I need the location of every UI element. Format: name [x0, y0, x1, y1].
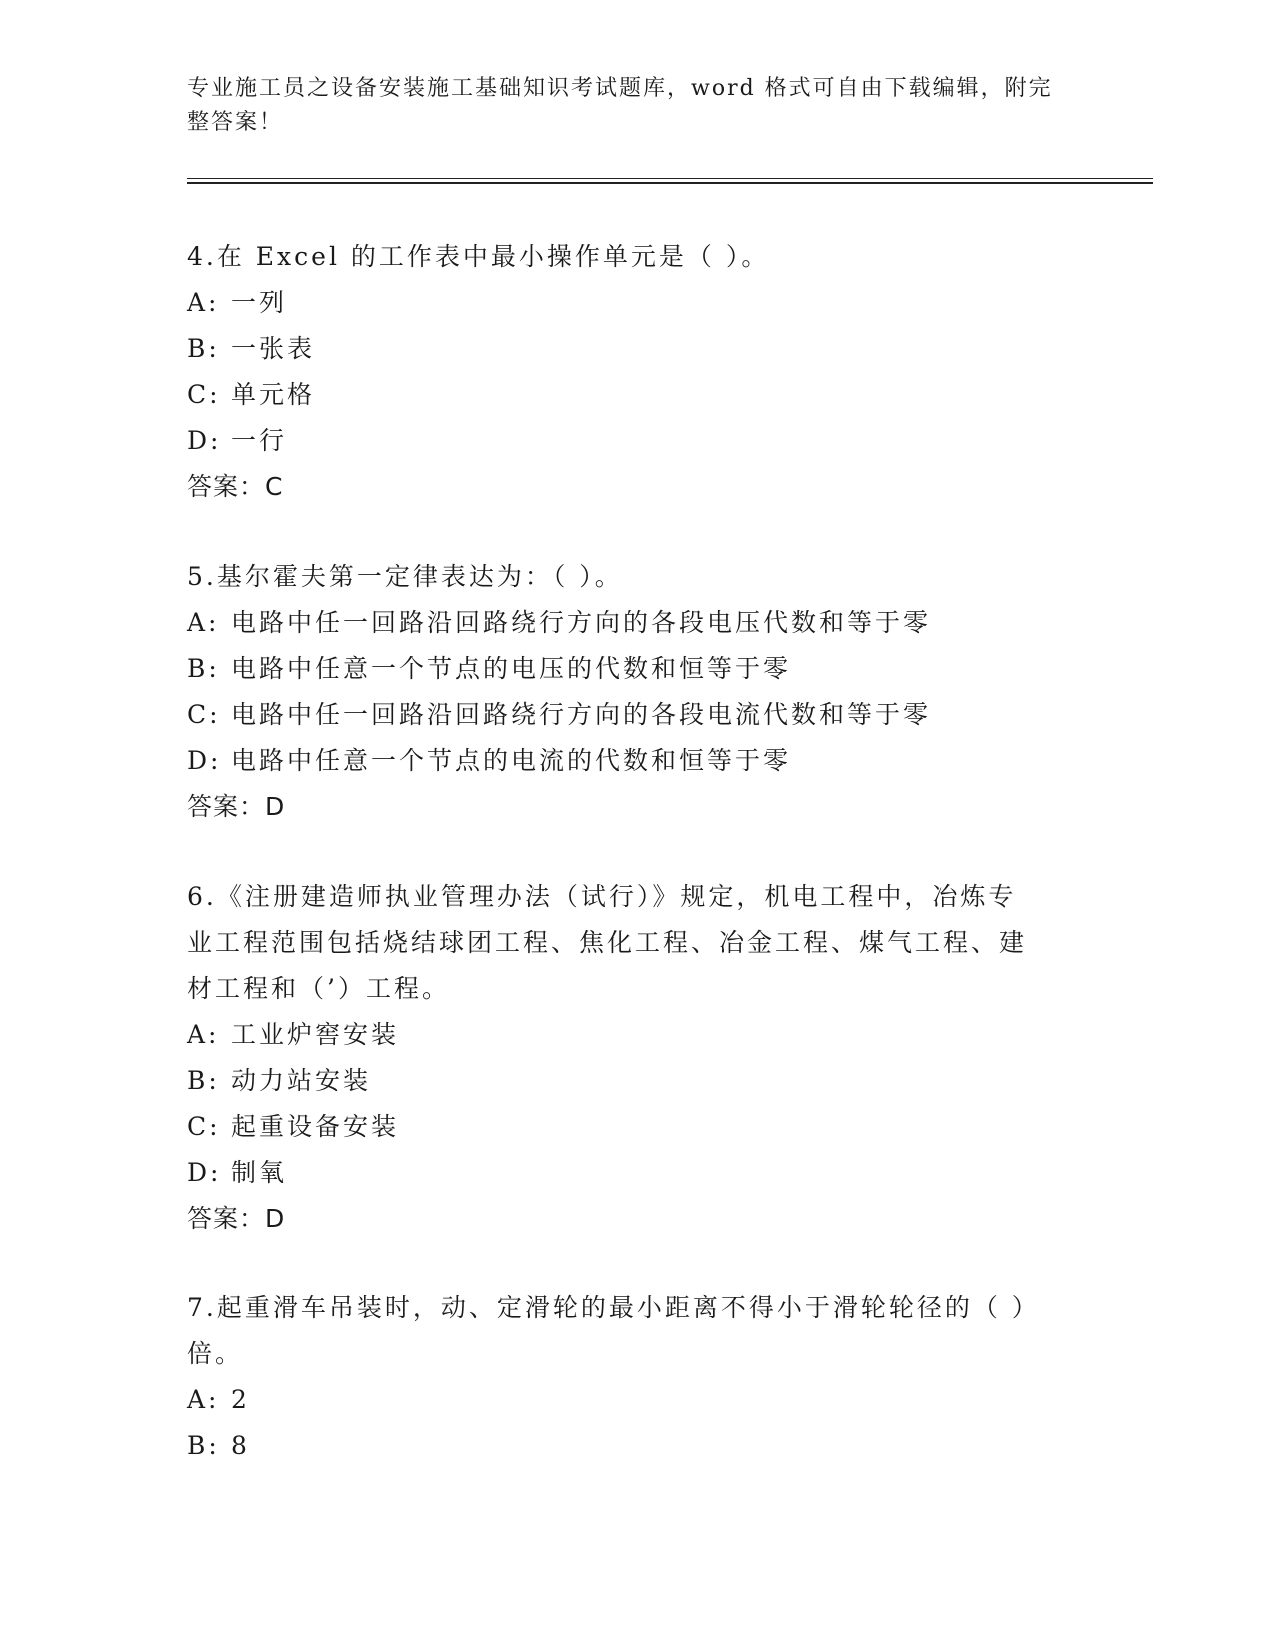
question-5	[187, 554, 1067, 830]
option-text: 一行	[231, 426, 288, 455]
header-line-2: 整答案！	[187, 110, 284, 135]
option-b	[187, 326, 1067, 372]
option-letter: A:	[187, 608, 220, 637]
option-c	[187, 1104, 1067, 1150]
option-letter: C:	[187, 1112, 221, 1141]
option-letter: B:	[187, 1066, 220, 1095]
option-a	[187, 1012, 1067, 1058]
option-letter: D:	[187, 426, 222, 455]
document-header	[187, 72, 1067, 140]
option-text: 2	[231, 1385, 250, 1414]
option-a	[187, 280, 1067, 326]
answer-line: 答案：C	[187, 472, 284, 501]
option-text: 电路中任意一个节点的电压的代数和恒等于零	[231, 654, 792, 683]
answer-line: 答案：D	[187, 792, 286, 821]
option-d	[187, 418, 1067, 464]
option-a	[187, 600, 1067, 646]
header-line-1: 专业施工员之设备安装施工基础知识考试题库，word 格式可自由下载编辑，附完	[187, 76, 1053, 101]
option-text: 制氧	[231, 1158, 288, 1187]
option-b	[187, 646, 1067, 692]
option-b	[187, 1423, 1067, 1469]
option-c	[187, 692, 1067, 738]
question-4	[187, 234, 1067, 510]
question-stem: 4.在 Excel 的工作表中最小操作单元是（ ）。	[187, 242, 770, 271]
option-text: 动力站安装	[231, 1066, 372, 1095]
option-text: 一张表	[231, 334, 316, 363]
question-stem: 5.基尔霍夫第一定律表达为：（ ）。	[187, 562, 623, 591]
option-letter: B:	[187, 654, 220, 683]
header-divider-thin	[187, 178, 1153, 179]
question-stem-line: 7.起重滑车吊装时，动、定滑轮的最小距离不得小于滑轮轮径的（ ）	[187, 1293, 1040, 1322]
option-letter: C:	[187, 380, 221, 409]
option-text: 工业炉窖安装	[231, 1020, 400, 1049]
question-stem-line: 材工程和（’）工程。	[187, 974, 450, 1003]
answer-line: 答案：D	[187, 1204, 286, 1233]
option-letter: A:	[187, 1020, 220, 1049]
option-b	[187, 1058, 1067, 1104]
option-text: 电路中任意一个节点的电流的代数和恒等于零	[231, 746, 792, 775]
option-letter: D:	[187, 1158, 222, 1187]
option-letter: D:	[187, 746, 222, 775]
question-6	[187, 874, 1067, 1242]
option-letter: C:	[187, 700, 221, 729]
option-text: 8	[231, 1431, 250, 1460]
option-text: 起重设备安装	[231, 1112, 400, 1141]
option-letter: A:	[187, 288, 220, 317]
option-d	[187, 1150, 1067, 1196]
option-d	[187, 738, 1067, 784]
option-text: 电路中任一回路沿回路绕行方向的各段电压代数和等于零	[231, 608, 932, 637]
option-c	[187, 372, 1067, 418]
question-stem-line: 倍。	[187, 1339, 244, 1368]
option-letter: A:	[187, 1385, 220, 1414]
option-letter: B:	[187, 1431, 220, 1460]
question-stem-line: 6.《注册建造师执业管理办法（试行）》规定，机电工程中，冶炼专	[187, 882, 1017, 911]
option-a	[187, 1377, 1067, 1423]
question-7	[187, 1285, 1067, 1469]
option-text: 电路中任一回路沿回路绕行方向的各段电流代数和等于零	[231, 700, 932, 729]
question-stem-line: 业工程范围包括烧结球团工程、焦化工程、冶金工程、煤气工程、建	[187, 928, 1028, 957]
option-text: 一列	[231, 288, 288, 317]
header-divider-thick	[187, 182, 1153, 184]
option-text: 单元格	[231, 380, 316, 409]
option-letter: B:	[187, 334, 220, 363]
